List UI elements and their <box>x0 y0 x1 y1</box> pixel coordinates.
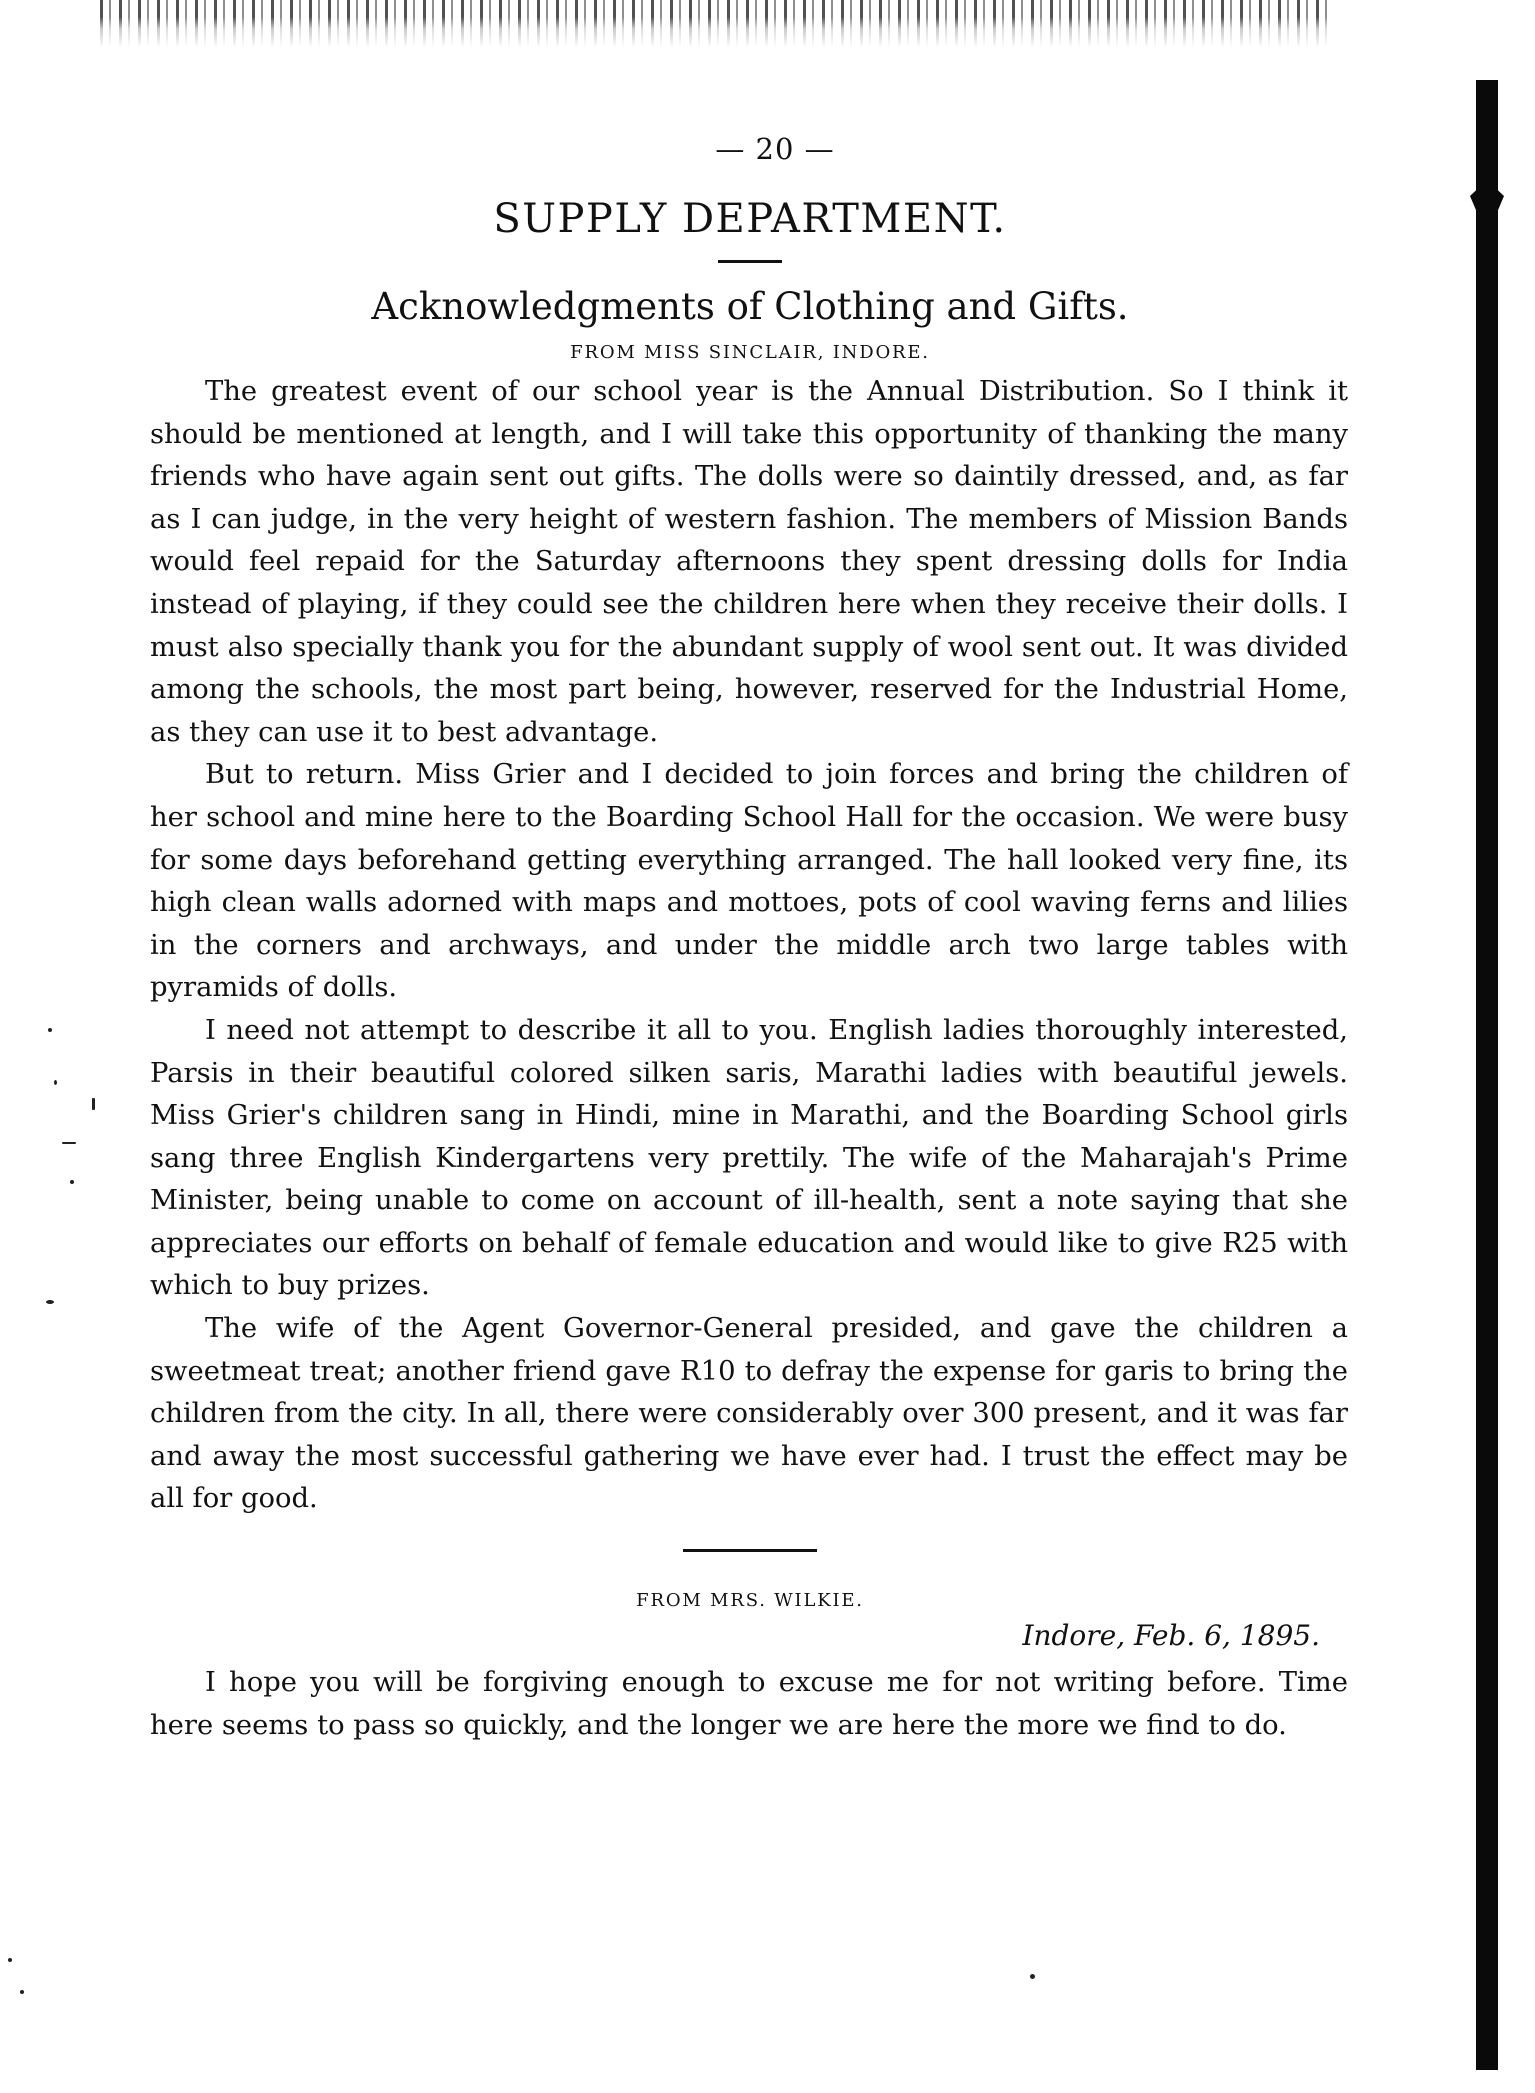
scan-speck <box>92 1098 95 1110</box>
letter-one-paragraph: The wife of the Agent Governor-General presided, and gave the children a sweetmeat treat; another friend gave R10 to defray the expense for garis to bring the children from the city. In all, there were considerably over 300 present, and it was far and away the most successful gathering we have ever had. I trust the effect may be all for good. <box>150 1313 1348 1515</box>
scan-speck <box>70 1180 74 1184</box>
scan-speck <box>54 1080 57 1085</box>
scan-speck <box>20 1990 24 1994</box>
page-number: — 20 — <box>715 132 835 166</box>
letter-two-dateline: Indore, Feb. 6, 1895. <box>1022 1619 1320 1653</box>
section-title: Acknowledgments of Clothing and Gifts. <box>371 285 1129 328</box>
scan-speck <box>1030 1974 1035 1979</box>
title-divider <box>718 260 782 263</box>
scan-speck <box>46 1300 54 1304</box>
scan-speck <box>8 1958 12 1962</box>
scan-top-edge-artifact <box>100 0 1330 48</box>
letter-two <box>150 1590 1350 1747</box>
scan-speck <box>62 1142 76 1144</box>
letter-one-from: FROM MISS SINCLAIR, INDORE. <box>570 342 930 363</box>
letter-one-paragraph: The greatest event of our school year is the Annual Distribution. So I think it should be mentioned at length, and I will take this opportunity of thanking the many friends who have again sent out gifts. The dolls were so daintily dressed, and, as far as I can judge, in the very height of western fashion. The members of Mission Bands would feel repaid for the Saturday afternoons they spent dressing dolls for India instead of playing, if they could see the children here when they receive their dolls. I must also specially thank you for the abundant supply of wool sent out. It was divided among the schools, the most part being, however, reserved for the Industrial Home, as they can use it to best advantage. <box>150 376 1348 748</box>
scan-binding-bar <box>1476 80 1498 2070</box>
letter-one <box>150 342 1350 1521</box>
letter-two-from: FROM MRS. WILKIE. <box>636 1590 864 1612</box>
department-title: SUPPLY DEPARTMENT. <box>493 196 1007 242</box>
scan-speck <box>48 1028 52 1032</box>
letter-one-paragraph: But to return. Miss Grier and I decided to join forces and bring the children of her school and mine here to the Boarding School Hall for the occasion. We were busy for some days beforehand getting everything arranged. The hall looked very fine, its high clean walls adorned with maps and mottoes, pots of cool waving ferns and lilies in the corners and archways, and under the middle arch two large tables with pyramids of dolls. <box>150 759 1348 1004</box>
document-page <box>150 132 1350 1747</box>
letter-one-paragraph: I need not attempt to describe it all to you. English ladies thoroughly interested, Parsis in their beautiful colored silken saris, Marathi ladies with beautiful jewels. Miss Grier's children sang in Hindi, mine in Marathi, and the Boarding School girls sang three English Kindergartens very prettily. The wife of the Maharajah's Prime Minister, being unable to come on account of ill-health, sent a note saying that she appreciates our efforts on behalf of female education and would like to give R25 with which to buy prizes. <box>150 1014 1348 1302</box>
letter-two-paragraph: I hope you will be forgiving enough to excuse me for not writing before. Time here seems to pass so quickly, and the longer we are here the more we find to do. <box>150 1667 1348 1741</box>
letter-divider <box>683 1549 817 1552</box>
